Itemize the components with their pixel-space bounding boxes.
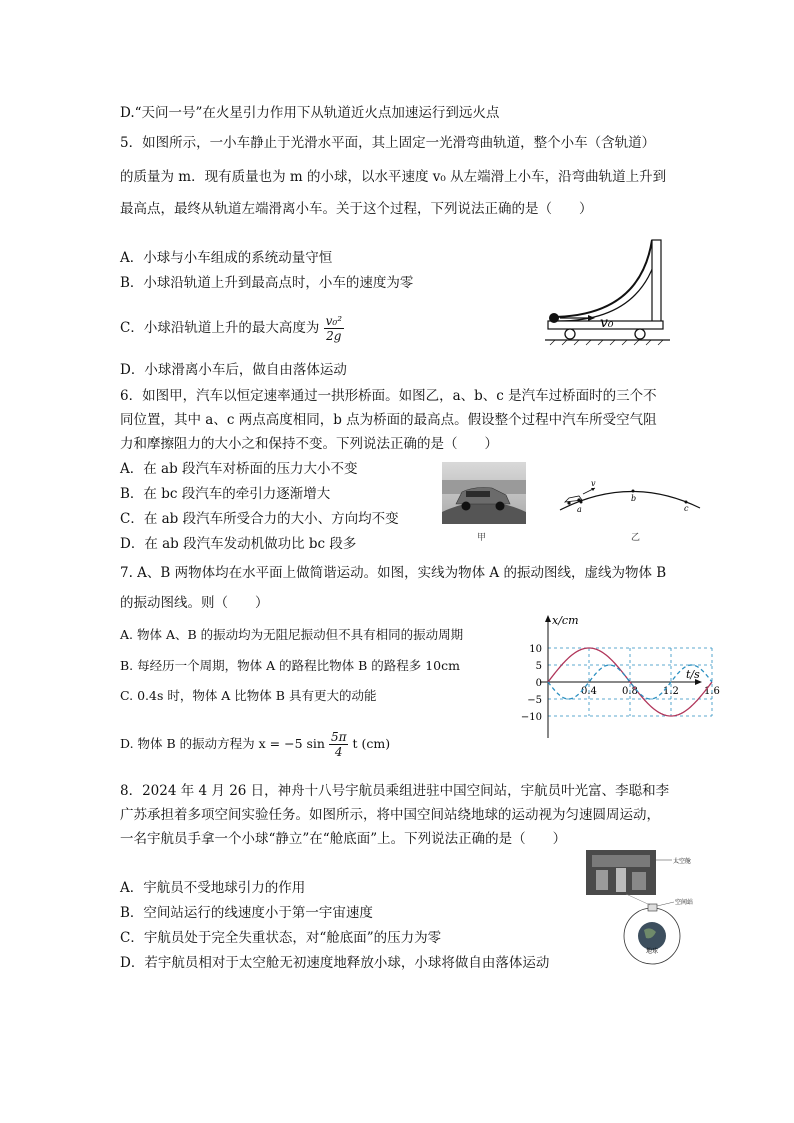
q8-option-d: D．若宇航员相对于太空舱无初速度地释放小球，小球将做自由落体运动 xyxy=(120,955,550,971)
x-tick-label: 0.4 xyxy=(581,686,597,697)
label-earth: 地球 xyxy=(646,948,659,955)
q7-option-d-fraction xyxy=(329,730,349,759)
q7-option-c: C. 0.4s 时，物体 A 比物体 B 具有更大的动能 xyxy=(120,688,377,703)
label-a: a xyxy=(577,505,582,514)
point-a xyxy=(580,501,583,504)
q7-fraction-denominator: 4 xyxy=(334,745,343,759)
q5-option-d: D．小球滑离小车后，做自由落体运动 xyxy=(120,362,347,378)
q5-option-c-fraction xyxy=(324,314,344,343)
x-tick-label: 0.8 xyxy=(622,686,638,697)
q6-option-b: B．在 bc 段汽车的牵引力逐渐增大 xyxy=(120,486,331,502)
track-curve-outer xyxy=(558,240,660,321)
ground-hatch xyxy=(550,340,663,345)
y-axis-label: x/cm xyxy=(552,614,579,627)
q6-option-a: A．在 ab 段汽车对桥面的压力大小不变 xyxy=(120,461,358,477)
q8-option-c: C．宇航员处于完全失重状态，对“舱底面”的压力为零 xyxy=(120,930,442,946)
q7-option-a: A. 物体 A、B 的振动均为无阻尼振动但不具有相同的振动周期 xyxy=(120,627,464,642)
label-station: 空间站 xyxy=(675,899,694,906)
velocity-arrowhead xyxy=(588,315,595,321)
q4-option-d: D.“天问一号”在火星引力作用下从轨道近火点加速运行到远火点 xyxy=(120,105,500,121)
label-v: v xyxy=(591,479,596,488)
q7-fraction-numerator: 5π xyxy=(330,730,347,744)
q5-option-b: B．小球沿轨道上升到最高点时，小车的速度为零 xyxy=(120,275,414,291)
point-b xyxy=(632,490,635,493)
q5-fraction-numerator: v₀² xyxy=(325,314,343,328)
q5-stem-line2: 的质量为 m．现有质量也为 m 的小球，以水平速度 v₀ 从左端滑上小车，沿弯曲轨道上升到 xyxy=(120,169,667,185)
cart-wheel-right xyxy=(635,329,645,339)
q6-stem-line1: 6．如图甲，汽车以恒定速率通过一拱形桥面。如图乙，a、b、c 是汽车过桥面时的三个不 xyxy=(120,388,657,404)
y-tick-label: −10 xyxy=(520,712,542,723)
q7-stem-line1: 7. A、B 两物体均在水平面上做简谐运动。如图，实线为物体 A 的振动图线，虚线为物体 B xyxy=(120,565,667,581)
q7-option-b: B. 每经历一个周期，物体 A 的路程比物体 B 的路程多 10cm xyxy=(120,658,460,673)
q6-car-photo xyxy=(442,462,526,524)
q7-stem-line2: 的振动图线。则（ ） xyxy=(120,595,269,611)
space-station xyxy=(648,904,657,911)
cart-wheel-left xyxy=(565,329,575,339)
q6-stem-line2: 同位置，其中 a、c 两点高度相同，b 点为桥面的最高点。假设整个过程中汽车所受空气阻 xyxy=(120,412,657,428)
track-post xyxy=(652,240,661,328)
q8-stem-line1: 8．2024 年 4 月 26 日，神舟十八号宇航员乘组进驻中国空间站，宇航员叶光富、李聪和李 xyxy=(120,783,670,799)
q6-stem-line3: 力和摩擦阻力的大小之和保持不变。下列说法正确的是（ ） xyxy=(120,436,498,452)
q7-option-d-prefix: D. 物体 B 的振动方程为 x = −5 sin xyxy=(120,736,325,751)
q5-option-c-text: C．小球沿轨道上升的最大高度为 xyxy=(120,320,320,336)
q6-caption-yi: 乙 xyxy=(631,533,641,543)
y-axis-arrow xyxy=(545,615,551,622)
label-cabin: 太空舱 xyxy=(673,858,692,865)
q7-option-d-suffix: t (cm) xyxy=(352,736,391,751)
y-tick-label: 5 xyxy=(535,661,542,672)
chart-ticks xyxy=(521,644,720,723)
q5-option-a: A．小球与小车组成的系统动量守恒 xyxy=(120,250,333,266)
q8-option-b: B．空间站运行的线速度小于第一宇宙速度 xyxy=(120,905,373,921)
q5-cart-figure xyxy=(540,235,675,347)
q8-space-station-figure xyxy=(586,850,716,962)
y-tick-label: 10 xyxy=(529,644,542,655)
q5-stem-line3: 最高点，最终从轨道左端滑离小车。关于这个过程，下列说法正确的是（ ） xyxy=(120,201,593,217)
q5-fraction-denominator: 2g xyxy=(326,329,342,343)
q7-option-d xyxy=(120,730,390,759)
label-c: c xyxy=(684,504,689,513)
q5-stem-line1: 5．如图所示，一小车静止于光滑水平面，其上固定一光滑弯曲轨道，整个小车（含轨道） xyxy=(120,135,656,151)
x-axis-label: t/s xyxy=(686,668,700,681)
velocity-label: v₀ xyxy=(600,315,614,331)
x-tick-label: 1.6 xyxy=(704,686,720,697)
track-curve xyxy=(550,240,652,317)
q8-option-a: A．宇航员不受地球引力的作用 xyxy=(120,880,306,896)
x-tick-label: 1.2 xyxy=(663,686,679,697)
y-tick-label: 0 xyxy=(535,678,542,689)
label-b: b xyxy=(631,494,637,503)
q6-option-c: C．在 ab 段汽车所受合力的大小、方向均不变 xyxy=(120,511,399,527)
q6-bridge-arc xyxy=(555,478,705,518)
q6-option-d: D．在 ab 段汽车发动机做功比 bc 段多 xyxy=(120,536,357,552)
q6-caption-jia: 甲 xyxy=(477,533,487,543)
q7-vibration-chart xyxy=(510,612,720,742)
y-tick-label: −5 xyxy=(527,695,542,706)
q8-stem-line3: 一名宇航员手拿一个小球“静立”在“舱底面”上。下列说法正确的是（ ） xyxy=(120,831,567,847)
q8-stem-line2: 广苏承担着多项空间实验任务。如图所示，将中国空间站绕地球的运动视为匀速圆周运动， xyxy=(120,807,660,823)
q5-option-c xyxy=(120,314,344,343)
ball xyxy=(549,313,559,323)
